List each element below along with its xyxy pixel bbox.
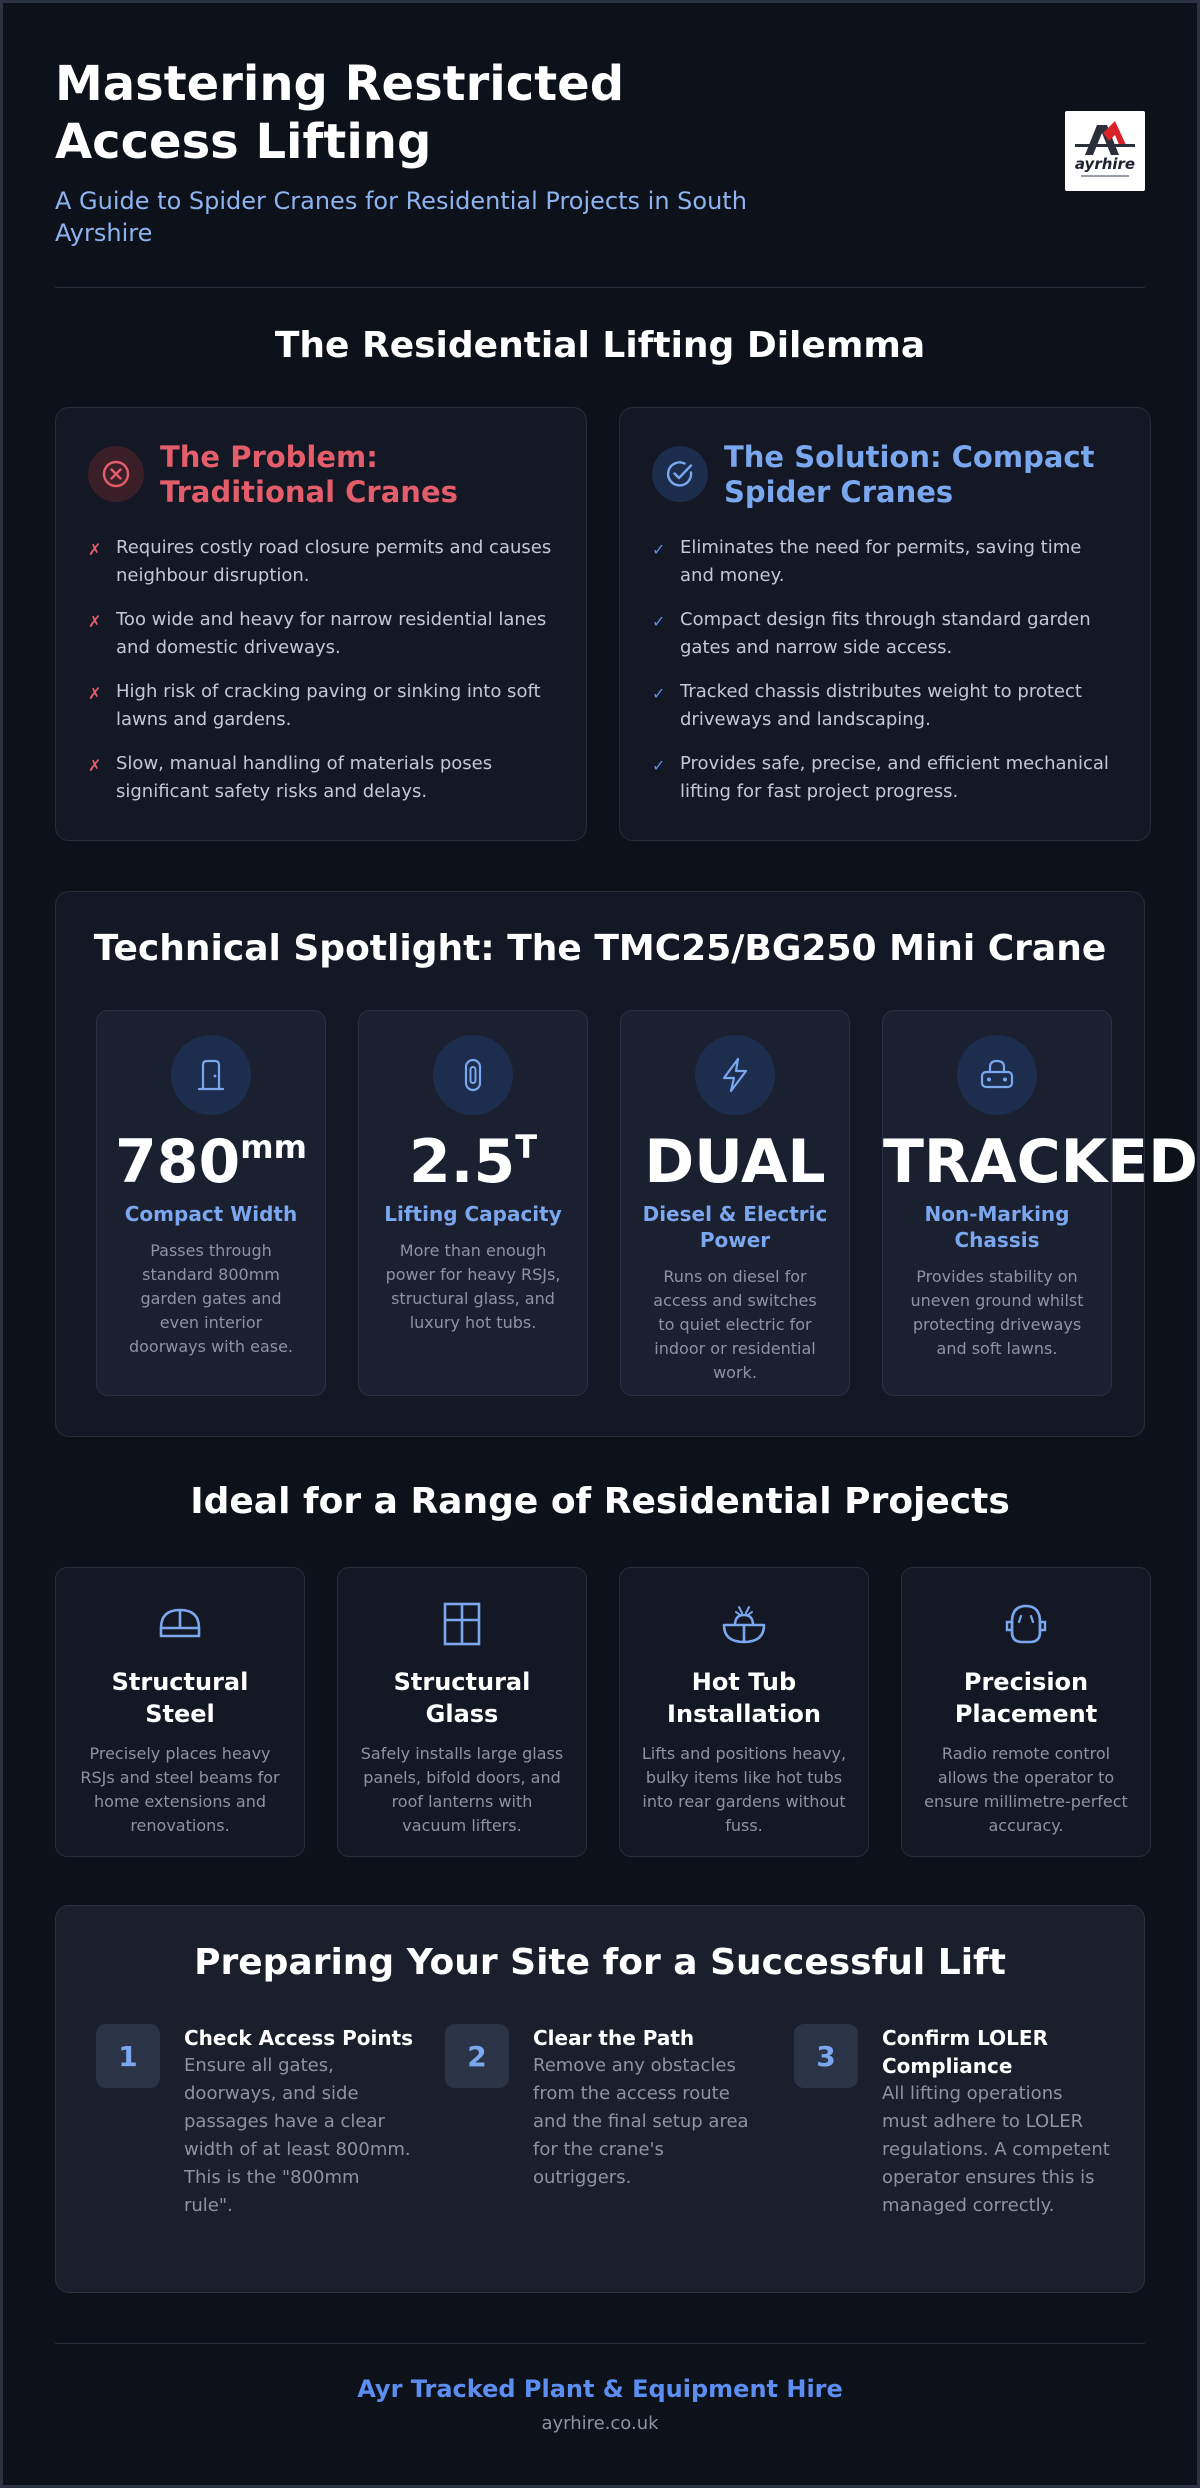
step-description: All lifting operations must adhere to LOLER regulations. A competent operator ensures this is managed correctly. <box>882 2083 1110 2216</box>
list-item <box>88 678 554 734</box>
spec-value: DUAL <box>644 1127 826 1197</box>
list-item <box>652 750 1118 806</box>
problem-item-text: Requires costly road closure permits and causes neighbour disruption. <box>116 537 552 586</box>
problem-card <box>55 407 587 841</box>
page-subtitle: A Guide to Spider Cranes for Residential Projects in South Ayrshire <box>55 187 747 247</box>
lightning-icon <box>695 1035 775 1115</box>
tracks-icon <box>957 1035 1037 1115</box>
spotlight-heading: Technical Spotlight: The TMC25/BG250 Mini Crane <box>93 928 1107 969</box>
spec-card-width <box>96 1010 326 1396</box>
check-mark-icon: ✓ <box>652 612 666 631</box>
spec-description: More than enough power for heavy RSJs, structural glass, and luxury hot tubs. <box>385 1241 561 1332</box>
project-card-glass <box>337 1567 587 1857</box>
site-preparation <box>55 1905 1145 2293</box>
check-mark-icon: ✓ <box>652 684 666 703</box>
project-card-hot-tub <box>619 1567 869 1857</box>
dilemma-heading: The Residential Lifting Dilemma <box>274 325 926 366</box>
project-title: Structural Steel <box>111 1668 249 1728</box>
project-title: Precision Placement <box>954 1668 1098 1728</box>
project-description: Radio remote control allows the operator to ensure millimetre-perfect accuracy. <box>924 1744 1128 1835</box>
problem-list <box>88 534 554 806</box>
project-card-steel <box>55 1567 305 1857</box>
spec-card-power <box>620 1010 850 1396</box>
spec-description: Passes through standard 800mm garden gates and even interior doorways with ease. <box>128 1241 294 1356</box>
project-card-precision <box>901 1567 1151 1857</box>
list-item <box>88 534 554 590</box>
projects-heading: Ideal for a Range of Residential Projects <box>190 1481 1010 1522</box>
spec-card-capacity <box>358 1010 588 1396</box>
problem-item-text: Slow, manual handling of materials poses significant safety risks and delays. <box>116 753 493 802</box>
footer-divider <box>55 2343 1145 2344</box>
solution-item-text: Tracked chassis distributes weight to protect driveways and landscaping. <box>680 681 1082 730</box>
solution-list <box>652 534 1118 806</box>
spec-label: Diesel & Electric Power <box>642 1202 828 1252</box>
spec-label: Non-Marking Chassis <box>924 1202 1070 1252</box>
list-item <box>652 534 1118 590</box>
hard-hat-icon <box>152 1596 208 1652</box>
check-mark-icon: ✓ <box>652 756 666 775</box>
check-mark-icon: ✓ <box>652 540 666 559</box>
project-title: Structural Glass <box>393 1668 531 1728</box>
solution-item-text: Provides safe, precise, and efficient mechanical lifting for fast project progress. <box>680 753 1109 802</box>
x-circle-icon <box>88 446 144 502</box>
step-title: Confirm LOLER Compliance <box>882 2026 1048 2078</box>
step-description: Ensure all gates, doorways, and side passages have a clear width of at least 800mm. This is the "800mm rule". <box>184 2055 411 2216</box>
spec-description: Provides stability on uneven ground whilst protecting driveways and soft lawns. <box>910 1267 1084 1358</box>
spec-value: $2.5^T$ <box>408 1127 538 1197</box>
spec-card-chassis <box>882 1010 1198 1396</box>
problem-title: The Problem: Traditional Cranes <box>160 440 458 509</box>
logo-wordmark: ayrhire <box>1074 155 1136 173</box>
project-description: Precisely places heavy RSJs and steel beams for home extensions and renovations. <box>80 1744 280 1835</box>
step-number: 3 <box>794 2024 858 2088</box>
paperclip-icon <box>433 1035 513 1115</box>
project-description: Lifts and positions heavy, bulky items like hot tubs into rear gardens without fuss. <box>641 1744 847 1835</box>
window-icon <box>434 1596 490 1652</box>
step-title: Check Access Points <box>184 2026 414 2050</box>
doorway-icon <box>171 1035 251 1115</box>
spec-description: Runs on diesel for access and switches to quiet electric for indoor or residential work. <box>653 1267 817 1382</box>
project-title: Hot Tub Installation <box>667 1668 821 1728</box>
header-divider <box>55 287 1145 288</box>
problem-item-text: High risk of cracking paving or sinking into soft lawns and gardens. <box>116 681 541 730</box>
page-header <box>55 55 1145 287</box>
steps-heading: Preparing Your Site for a Successful Lift <box>194 1942 1006 1983</box>
check-circle-icon <box>652 446 708 502</box>
problem-item-text: Too wide and heavy for narrow residential lanes and domestic driveways. <box>116 609 547 658</box>
cross-mark-icon: ✗ <box>88 612 102 631</box>
step-number: 1 <box>96 2024 160 2088</box>
step-description: Remove any obstacles from the access route and the final setup area for the crane's outriggers. <box>533 2055 749 2188</box>
remote-control-icon <box>998 1596 1054 1652</box>
spec-label: Lifting Capacity <box>384 1202 562 1226</box>
project-description: Safely installs large glass panels, bifold doors, and roof lanterns with vacuum lifters. <box>360 1744 564 1835</box>
spec-value: $780^{mm}$ <box>115 1127 307 1197</box>
list-item <box>652 678 1118 734</box>
ayrhire-logo[interactable] <box>1065 111 1145 191</box>
hot-tub-icon <box>716 1596 772 1652</box>
page-title: Mastering Restricted Access Lifting <box>55 56 625 170</box>
cross-mark-icon: ✗ <box>88 684 102 703</box>
solution-title: The Solution: Compact Spider Cranes <box>724 440 1095 509</box>
step-title: Clear the Path <box>533 2026 695 2050</box>
list-item <box>652 606 1118 662</box>
solution-card <box>619 407 1151 841</box>
step-number: 2 <box>445 2024 509 2088</box>
solution-item-text: Eliminates the need for permits, saving time and money. <box>680 537 1082 586</box>
cross-mark-icon: ✗ <box>88 756 102 775</box>
solution-item-text: Compact design fits through standard garden gates and narrow side access. <box>680 609 1091 658</box>
list-item <box>88 750 554 806</box>
cross-mark-icon: ✗ <box>88 540 102 559</box>
spec-label: Compact Width <box>124 1202 298 1226</box>
technical-spotlight <box>55 891 1198 1437</box>
list-item <box>88 606 554 662</box>
footer-company-name: Ayr Tracked Plant & Equipment Hire <box>357 2375 843 2403</box>
footer-website-link[interactable]: ayrhire.co.uk <box>541 2413 659 2434</box>
spec-value: TRACKED <box>883 1127 1198 1197</box>
